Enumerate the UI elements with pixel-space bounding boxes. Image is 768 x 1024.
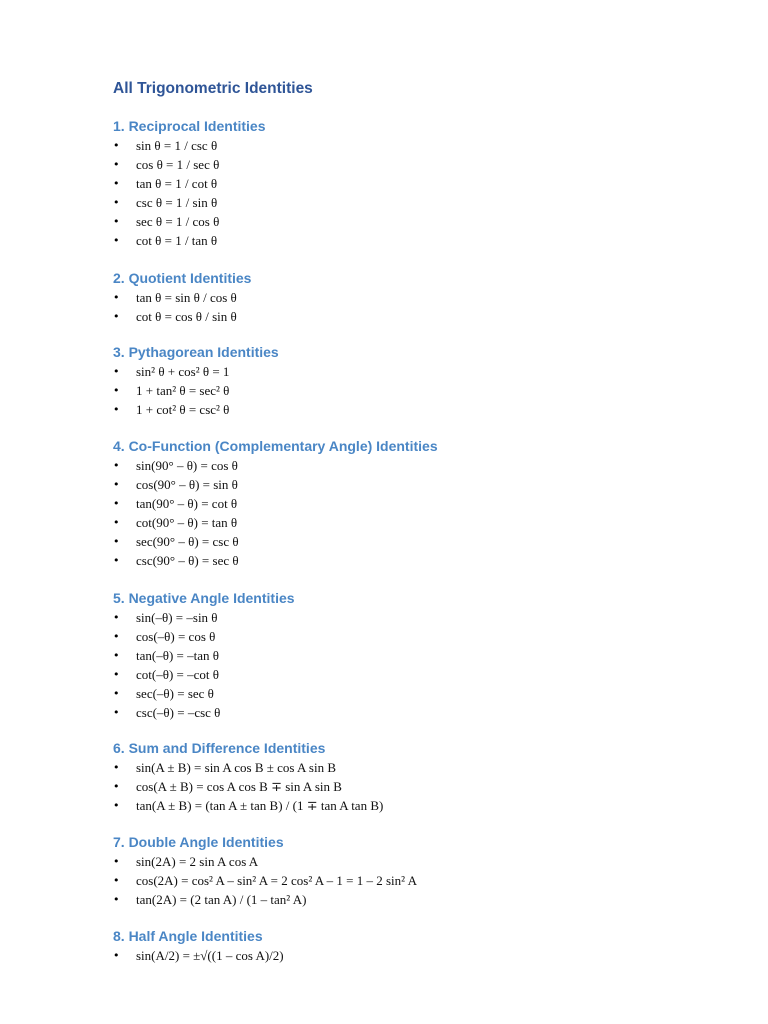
bullet-icon: •: [113, 477, 120, 491]
bullet-icon: •: [113, 234, 120, 248]
bullet-icon: •: [113, 364, 120, 378]
section-heading: 4. Co-Function (Complementary Angle) Identities: [113, 438, 438, 454]
section-heading: 2. Quotient Identities: [113, 270, 252, 286]
section-6: [113, 738, 383, 815]
identity-list: [113, 608, 295, 723]
bullet-icon: •: [113, 610, 120, 624]
identity-item: [113, 456, 438, 475]
identity-text: sin(–θ) = –sin θ: [136, 609, 218, 625]
identity-list: [113, 136, 266, 251]
identity-item: [113, 513, 438, 532]
bullet-icon: •: [113, 629, 120, 643]
identity-item: [113, 684, 295, 703]
identity-list: [113, 288, 251, 326]
bullet-icon: •: [113, 458, 120, 472]
identity-item: [113, 174, 266, 193]
section-5: [113, 588, 295, 723]
section-2: [113, 268, 251, 326]
identity-item: [113, 890, 417, 909]
document-title: All Trigonometric Identities: [113, 80, 313, 97]
bullet-icon: •: [113, 687, 120, 701]
identity-item: [113, 362, 279, 381]
identity-item: [113, 475, 438, 494]
bullet-icon: •: [113, 873, 120, 887]
bullet-icon: •: [113, 948, 120, 962]
bullet-icon: •: [113, 554, 120, 568]
section-8: [113, 926, 284, 965]
identity-text: sin(90° – θ) = cos θ: [136, 457, 238, 473]
identity-item: [113, 136, 266, 155]
identity-item: [113, 758, 383, 777]
identity-list: [113, 362, 279, 420]
identity-item: [113, 646, 295, 665]
identity-list: [113, 852, 417, 910]
identity-item: [113, 946, 284, 965]
identity-item: [113, 665, 295, 684]
identity-text: csc(–θ) = –csc θ: [136, 705, 221, 721]
identity-item: [113, 532, 438, 551]
identity-text: cos(90° – θ) = sin θ: [136, 476, 238, 492]
bullet-icon: •: [113, 798, 120, 812]
bullet-icon: •: [113, 383, 120, 397]
identity-text: sin(2A) = 2 sin A cos A: [136, 853, 259, 869]
bullet-icon: •: [113, 779, 120, 793]
identity-text: cot(–θ) = –cot θ: [136, 667, 219, 683]
identity-item: [113, 852, 417, 871]
identity-text: tan(2A) = (2 tan A) / (1 – tan² A): [136, 891, 307, 907]
identity-text: tan θ = sin θ / cos θ: [136, 289, 237, 305]
identity-item: [113, 777, 383, 796]
identity-item: [113, 494, 438, 513]
section-heading: 3. Pythagorean Identities: [113, 344, 279, 360]
identity-text: cot θ = 1 / tan θ: [136, 233, 218, 249]
bullet-icon: •: [113, 706, 120, 720]
identity-text: sin θ = 1 / csc θ: [136, 137, 218, 153]
section-heading: 5. Negative Angle Identities: [113, 590, 295, 606]
identity-text: cos(–θ) = cos θ: [136, 628, 216, 644]
bullet-icon: •: [113, 196, 120, 210]
identity-text: cos(2A) = cos² A – sin² A = 2 cos² A – 1 = 1 – 2 sin² A: [136, 872, 417, 888]
identity-item: [113, 381, 279, 400]
section-heading: 8. Half Angle Identities: [113, 928, 263, 944]
bullet-icon: •: [113, 215, 120, 229]
bullet-icon: •: [113, 668, 120, 682]
identity-list: [113, 946, 284, 965]
identity-text: cos(A ± B) = cos A cos B ∓ sin A sin B: [136, 778, 342, 794]
bullet-icon: •: [113, 309, 120, 323]
identity-item: [113, 155, 266, 174]
identity-item: [113, 703, 295, 722]
document-page: [113, 78, 733, 963]
identity-text: cot θ = cos θ / sin θ: [136, 308, 237, 324]
identity-text: tan(–θ) = –tan θ: [136, 647, 219, 663]
section-heading: 6. Sum and Difference Identities: [113, 740, 326, 756]
bullet-icon: •: [113, 854, 120, 868]
bullet-icon: •: [113, 290, 120, 304]
identity-text: csc θ = 1 / sin θ: [136, 195, 218, 211]
identity-list: [113, 456, 438, 571]
section-3: [113, 342, 279, 419]
bullet-icon: •: [113, 176, 120, 190]
bullet-icon: •: [113, 402, 120, 416]
section-1: [113, 116, 266, 251]
identity-text: sin(A ± B) = sin A cos B ± cos A sin B: [136, 759, 337, 775]
bullet-icon: •: [113, 516, 120, 530]
identity-text: 1 + cot² θ = csc² θ: [136, 401, 230, 417]
identity-text: sec θ = 1 / cos θ: [136, 214, 220, 230]
identity-item: [113, 307, 251, 326]
section-heading: 1. Reciprocal Identities: [113, 118, 266, 134]
identity-text: cot(90° – θ) = tan θ: [136, 515, 238, 531]
identity-text: 1 + tan² θ = sec² θ: [136, 382, 230, 398]
section-heading: 7. Double Angle Identities: [113, 834, 284, 850]
identity-text: sin² θ + cos² θ = 1: [136, 363, 230, 379]
identity-text: sec(–θ) = sec θ: [136, 686, 214, 702]
identity-text: cos θ = 1 / sec θ: [136, 156, 220, 172]
identity-text: tan(90° – θ) = cot θ: [136, 495, 238, 511]
identity-item: [113, 796, 383, 815]
identity-item: [113, 551, 438, 570]
identity-item: [113, 608, 295, 627]
bullet-icon: •: [113, 760, 120, 774]
identity-item: [113, 400, 279, 419]
bullet-icon: •: [113, 892, 120, 906]
identity-text: sin(A/2) = ±√((1 – cos A)/2): [136, 947, 284, 963]
section-7: [113, 832, 417, 909]
identity-text: csc(90° – θ) = sec θ: [136, 553, 239, 569]
identity-item: [113, 627, 295, 646]
identity-item: [113, 231, 266, 250]
identity-item: [113, 193, 266, 212]
bullet-icon: •: [113, 648, 120, 662]
identity-text: sec(90° – θ) = csc θ: [136, 534, 239, 550]
identity-list: [113, 758, 383, 816]
identity-text: tan(A ± B) = (tan A ± tan B) / (1 ∓ tan A tan B): [136, 797, 384, 813]
identity-item: [113, 212, 266, 231]
bullet-icon: •: [113, 535, 120, 549]
identity-text: tan θ = 1 / cot θ: [136, 175, 218, 191]
bullet-icon: •: [113, 157, 120, 171]
identity-item: [113, 288, 251, 307]
identity-item: [113, 871, 417, 890]
section-4: [113, 436, 438, 571]
bullet-icon: •: [113, 138, 120, 152]
bullet-icon: •: [113, 496, 120, 510]
